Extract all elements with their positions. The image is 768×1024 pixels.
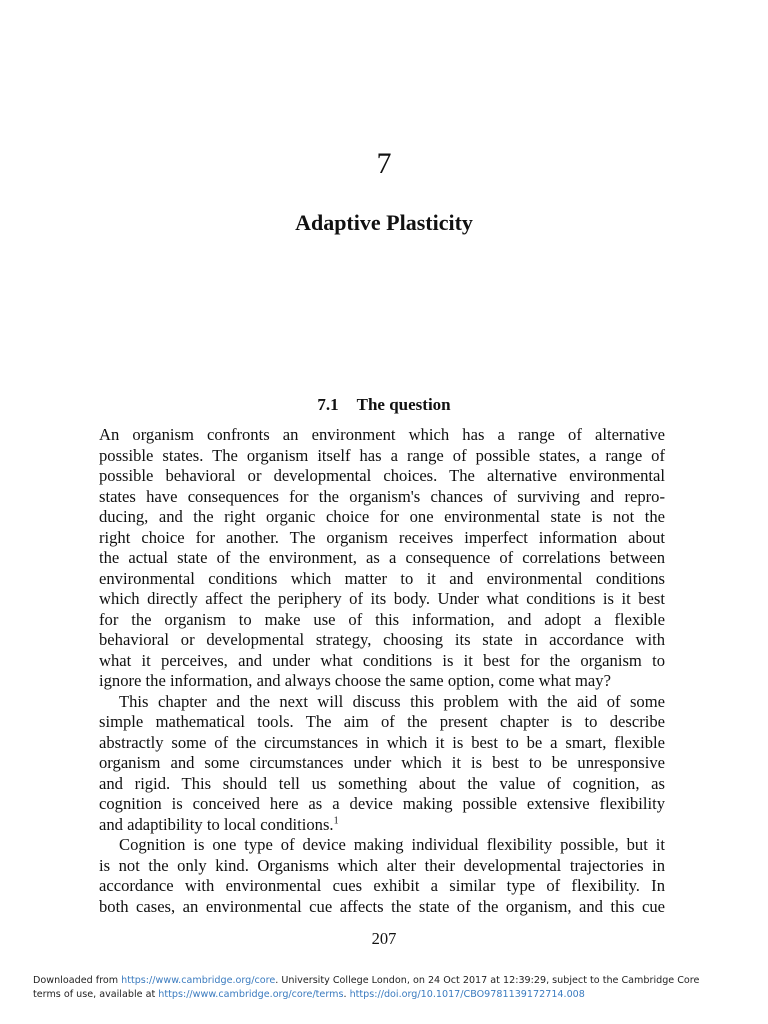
text-line: behavioral or developmental strategy, choosing its state in accordance with (99, 630, 665, 649)
text-line: An organism confronts an environment which has a range of alternative (99, 425, 665, 444)
page-number: 207 (371, 929, 397, 948)
text-line: both cases, an environmental cue affects the state of the organism, and this cue (99, 896, 665, 916)
text-line: simple mathematical tools. The aim of the present chapter is to describe (99, 712, 665, 731)
download-footer (33, 974, 743, 1002)
text-line: possible states. The organism itself has a range of possible states, a range of (99, 445, 665, 465)
text-line: accordance with environmental cues exhibit a similar type of flexibility. In (99, 876, 665, 895)
footer-text: Downloaded from (33, 975, 122, 986)
text-line: abstractly some of the circumstances in which it is best to be a smart, flexible (99, 732, 665, 752)
text-line: right choice for another. The organism receives imperfect information about (99, 527, 665, 547)
body-text (99, 425, 665, 917)
text-line: environmental conditions which matter to it and environmental conditions (99, 568, 665, 588)
text-line: is not the only kind. Organisms which alter their developmental trajectories in (99, 855, 665, 875)
footer-text: terms of use, available at (33, 989, 159, 1000)
paragraph-2 (99, 692, 665, 836)
cambridge-core-link[interactable]: https://www.cambridge.org/core (121, 975, 276, 986)
text-line: ducing, and the right organic choice for one environmental state is not the (99, 507, 665, 526)
text-line: cognition is conceived here as a device making possible extensive flexibility (99, 794, 665, 813)
section-heading (0, 394, 768, 416)
footer-line-2 (33, 988, 743, 1002)
doi-link[interactable]: https://doi.org/10.1017/CBO9781139172714.008 (349, 989, 585, 1000)
section-title: The question (356, 395, 451, 414)
terms-link[interactable]: https://www.cambridge.org/core/terms (158, 989, 344, 1000)
text-line: Cognition is one type of device making individual flexibility possible, but it (119, 835, 665, 854)
footer-text: . University College London, on 24 Oct 2017 at 12:39:29, subject to the Cambridge Core (275, 975, 700, 986)
paragraph-3 (99, 835, 665, 917)
text-line: states have consequences for the organism's chances of surviving and repro- (99, 486, 665, 506)
text-line: and rigid. This should tell us something about the value of cognition, as (99, 773, 665, 793)
text-line: which directly affect the periphery of its body. Under what conditions is it best (99, 589, 665, 608)
text-line: This chapter and the next will discuss this problem with the aid of some (119, 691, 665, 711)
footer-text: . (343, 989, 350, 1000)
text-line: for the organism to make use of this information, and adopt a flexible (99, 609, 665, 629)
footer-line-1 (33, 974, 743, 988)
text-line (99, 815, 665, 836)
section-number: 7.1 (317, 395, 339, 414)
text-line: possible behavioral or developmental choices. The alternative environmental (99, 466, 665, 485)
paragraph-1 (99, 425, 665, 692)
text-line: the actual state of the environment, as a consequence of correlations between (99, 548, 665, 567)
chapter-title: Adaptive Plasticity (295, 210, 473, 235)
text-line-content: and adaptibility to local conditions. (99, 814, 334, 834)
footnote-reference[interactable]: 1 (333, 814, 339, 826)
text-line: ignore the information, and always choose the same option, come what may? (99, 671, 611, 690)
chapter-number: 7 (376, 147, 392, 180)
text-line: organism and some circumstances under which it is best to be unresponsive (99, 753, 665, 772)
text-line: what it perceives, and under what conditions is it best for the organism to (99, 650, 665, 670)
